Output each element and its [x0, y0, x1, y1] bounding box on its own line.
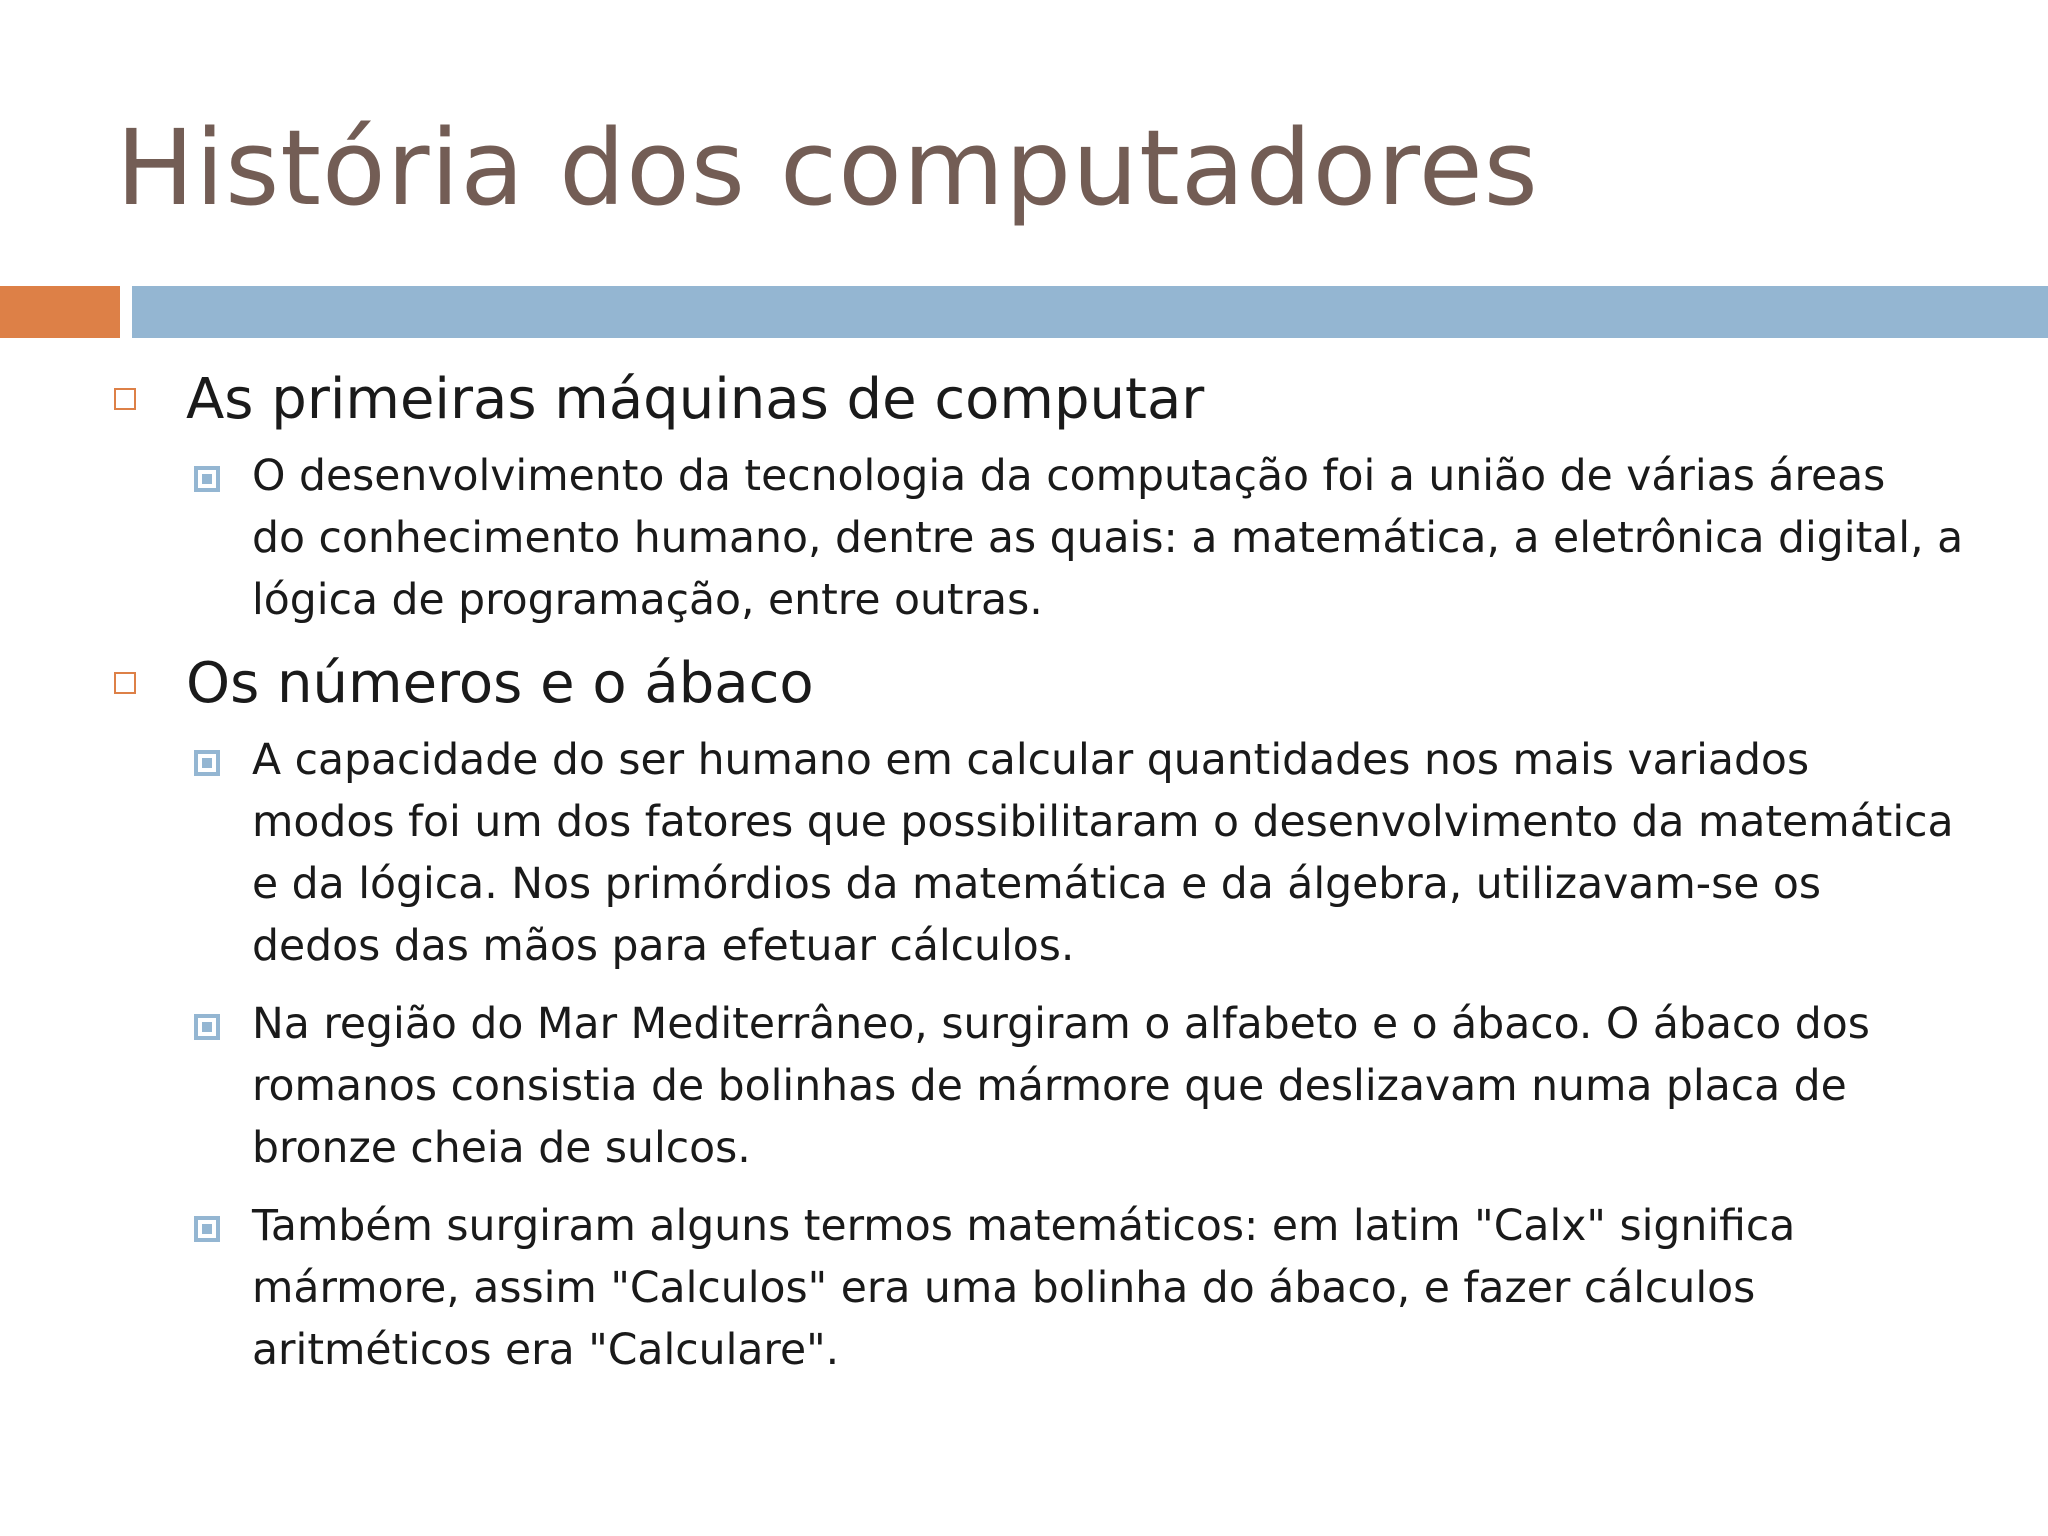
slide-title: História dos computadores — [116, 107, 1539, 229]
bullet-line: A capacidade do ser humano em calcular quantidades nos mais variados — [252, 736, 1810, 785]
bullet-line: modos foi um dos fatores que possibilitaram o desenvolvimento da matemática — [252, 798, 1954, 847]
bullet-item — [0, 730, 2048, 978]
bullet-line: Também surgiram alguns termos matemáticos: em latim "Calx" significa — [252, 1202, 1796, 1251]
section-heading — [0, 648, 2048, 720]
accent-band-orange — [0, 286, 120, 338]
square-bullet-icon — [194, 750, 220, 776]
bullet-line: romanos consistia de bolinhas de mármore que deslizavam numa placa de — [252, 1062, 1847, 1111]
hollow-square-bullet-icon — [114, 388, 136, 410]
bullet-line: mármore, assim "Calculos" era uma bolinha do ábaco, e fazer cálculos — [252, 1264, 1756, 1313]
bullet-line: Na região do Mar Mediterrâneo, surgiram o alfabeto e o ábaco. O ábaco dos — [252, 1000, 1870, 1049]
section-heading-text: Os números e o ábaco — [186, 651, 814, 716]
square-bullet-icon — [194, 1014, 220, 1040]
bullet-item — [0, 994, 2048, 1180]
bullet-line: O desenvolvimento da tecnologia da computação foi a união de várias áreas — [252, 452, 1886, 501]
hollow-square-bullet-icon — [114, 672, 136, 694]
bullet-line: aritméticos era "Calculare". — [252, 1326, 840, 1375]
bullet-line: dedos das mãos para efetuar cálculos. — [252, 922, 1075, 971]
bullet-line: lógica de programação, entre outras. — [252, 576, 1043, 625]
square-bullet-icon — [194, 1216, 220, 1242]
bullet-line: bronze cheia de sulcos. — [252, 1124, 751, 1173]
bullet-line: do conhecimento humano, dentre as quais: a matemática, a eletrônica digital, a — [252, 514, 1964, 563]
bullet-item — [0, 1196, 2048, 1382]
section-heading — [0, 364, 2048, 436]
section-heading-text: As primeiras máquinas de computar — [186, 367, 1205, 432]
bullet-line: e da lógica. Nos primórdios da matemática e da álgebra, utilizavam-se os — [252, 860, 1822, 909]
square-bullet-icon — [194, 466, 220, 492]
slide-body — [0, 364, 2048, 1382]
bullet-item — [0, 446, 2048, 632]
accent-band-blue — [132, 286, 2048, 338]
